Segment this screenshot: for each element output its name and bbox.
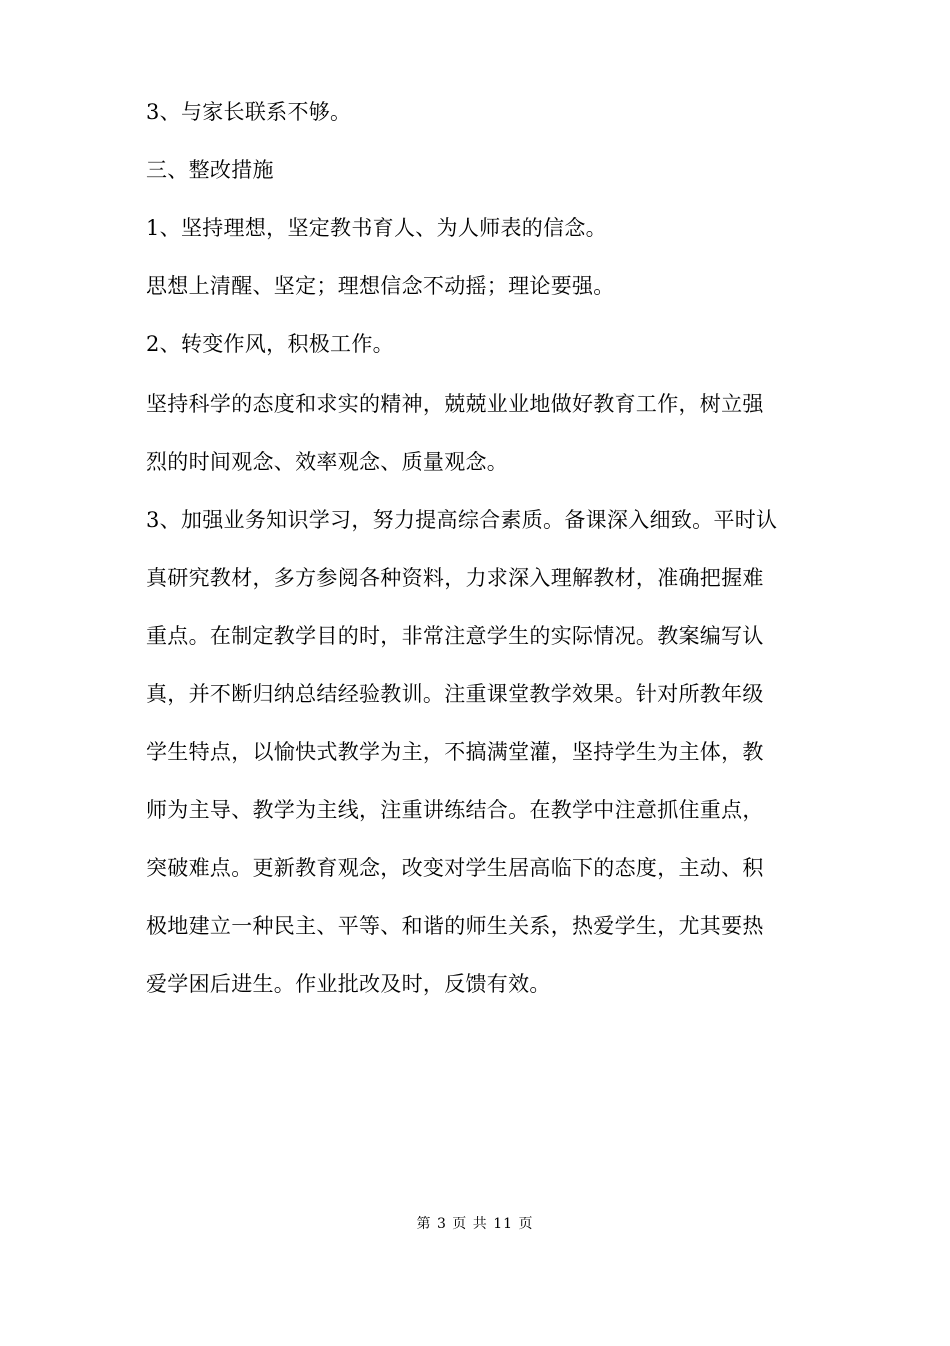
paragraph-line: 突破难点。更新教育观念，改变对学生居高临下的态度，主动、积 bbox=[146, 856, 764, 880]
paragraph-line: 真研究教材，多方参阅各种资料，力求深入理解教材，准确把握难 bbox=[146, 566, 764, 590]
paragraph-line: 师为主导、教学为主线，注重讲练结合。在教学中注意抓住重点， bbox=[146, 798, 764, 822]
page-number-footer: 第 3 页 共 11 页 bbox=[416, 1216, 534, 1232]
paragraph-line: 极地建立一种民主、平等、和谐的师生关系，热爱学生，尤其要热 bbox=[146, 914, 764, 938]
section-heading-rectification: 三、整改措施 bbox=[146, 158, 274, 182]
list-item-work-style: 2、转变作风，积极工作。 bbox=[146, 332, 394, 356]
paragraph-line: 坚持科学的态度和求实的精神，兢兢业业地做好教育工作，树立强 bbox=[146, 392, 764, 416]
list-item-contact-parents: 3、与家长联系不够。 bbox=[146, 100, 352, 124]
list-item-study: 3、加强业务知识学习，努力提高综合素质。备课深入细致。平时认 bbox=[146, 508, 778, 532]
paragraph-line: 思想上清醒、坚定；理想信念不动摇；理论要强。 bbox=[146, 274, 615, 298]
paragraph-line: 烈的时间观念、效率观念、质量观念。 bbox=[146, 450, 509, 474]
paragraph-line: 重点。在制定教学目的时，非常注意学生的实际情况。教案编写认 bbox=[146, 624, 764, 648]
paragraph-line: 真，并不断归纳总结经验教训。注重课堂教学效果。针对所教年级 bbox=[146, 682, 764, 706]
paragraph-line: 学生特点，以愉快式教学为主，不搞满堂灌，坚持学生为主体，教 bbox=[146, 740, 764, 764]
paragraph-line: 爱学困后进生。作业批改及时，反馈有效。 bbox=[146, 972, 551, 996]
list-item-ideals: 1、坚持理想，坚定教书育人、为人师表的信念。 bbox=[146, 216, 607, 240]
